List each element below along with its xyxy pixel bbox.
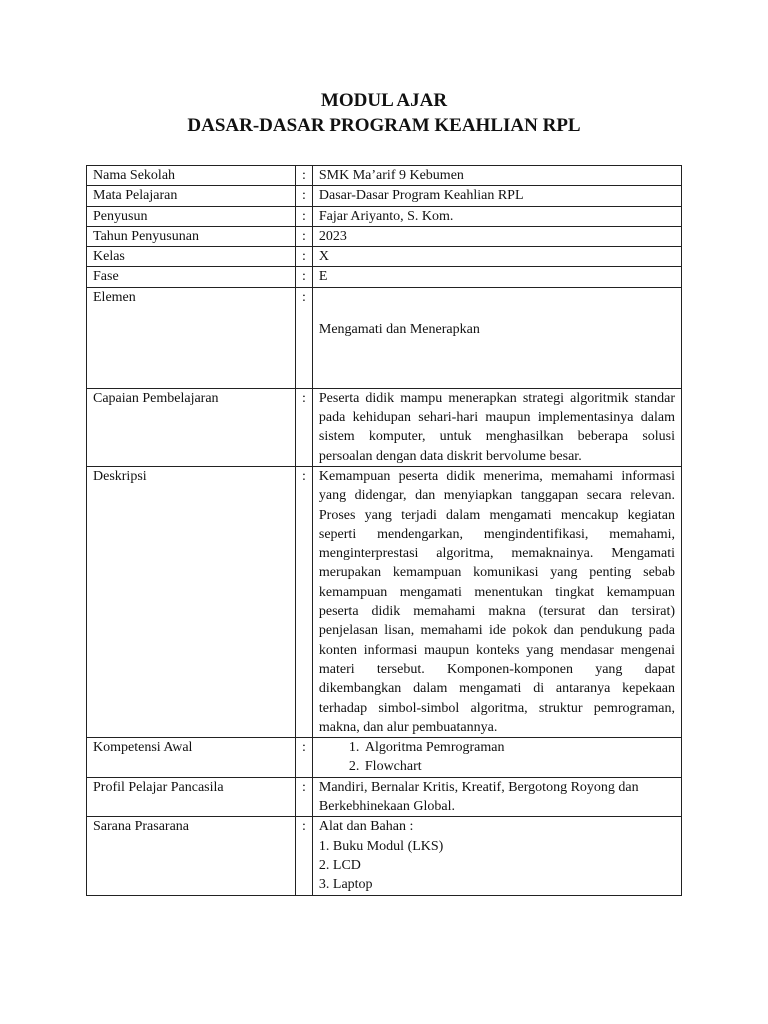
- colon-separator: :: [296, 267, 313, 287]
- list-item: 3. Laptop: [318, 877, 373, 893]
- table-row: [87, 388, 682, 466]
- value-kelas: X: [312, 247, 681, 267]
- value-deskripsi: Kemampuan peserta didik menerima, memahami informasi yang didengar, dan menyiapkan tanggapan secara relevan. Proses yang terjadi dalam mengamati mencakup kegiatan seperti mendengarkan, mengindentifikasi, memahami, menginterprestasi algoritma, memaknainya. Mengamati merupakan kemampuan komunikasi yang penting sebab kemampuan mengamati menentukan tingkat kemampuan peserta didik memahami makna (tersurat dan tersirat) penjelasan lisan, memahami ide pokok dan pendukung pada konten informasi maupun konteks yang mendasar mengenai materi tersebut. Komponen-komponen yang dapat dikembangkan dalam mengamati di antaranya kepekaan terhadap simbol-simbol algoritma, struktur pemrograman, makna, dan alur pembuatannya.: [312, 466, 681, 737]
- label-nama-sekolah: Nama Sekolah: [87, 166, 296, 186]
- table-row: [87, 466, 682, 737]
- label-fase: Fase: [87, 267, 296, 287]
- label-sarana-prasarana: Sarana Prasarana: [87, 817, 296, 895]
- label-capaian-pembelajaran: Capaian Pembelajaran: [87, 388, 296, 466]
- table-row: [87, 226, 682, 246]
- label-profil-pelajar: Profil Pelajar Pancasila: [87, 777, 296, 817]
- label-tahun-penyusunan: Tahun Penyusunan: [87, 226, 296, 246]
- colon-separator: :: [296, 287, 313, 388]
- list-item: 1. Algoritma Pemrograman: [363, 738, 675, 757]
- colon-separator: :: [296, 206, 313, 226]
- table-row: [87, 166, 682, 186]
- table-row: [87, 206, 682, 226]
- module-info-table: [86, 165, 682, 896]
- list-item: 1. Buku Modul (LKS): [318, 838, 444, 854]
- colon-separator: :: [296, 817, 313, 895]
- value-kompetensi-awal: [312, 738, 681, 778]
- value-capaian-pembelajaran: Peserta didik mampu menerapkan strategi algoritmik standar pada kehidupan sehari-hari maupun implementasinya dalam sistem komputer, untuk menghasilkan beberapa solusi persoalan dengan data diskrit bervolume besar.: [312, 388, 681, 466]
- table-row: [87, 777, 682, 817]
- value-elemen: Mengamati dan Menerapkan: [318, 321, 480, 337]
- colon-separator: :: [296, 777, 313, 817]
- table-row: [87, 267, 682, 287]
- value-elemen-cell: [312, 287, 681, 388]
- kompetensi-list: [319, 738, 675, 777]
- value-profil-pelajar: Mandiri, Bernalar Kritis, Kreatif, Bergotong Royong dan Berkebhinekaan Global.: [312, 777, 681, 817]
- list-item: 2. LCD: [318, 857, 361, 873]
- label-deskripsi: Deskripsi: [87, 466, 296, 737]
- table-row: [87, 817, 682, 895]
- title-line-1: MODUL AJAR: [320, 90, 448, 111]
- table-row: [87, 186, 682, 206]
- value-sarana-prasarana: [312, 817, 681, 895]
- document-title: [0, 88, 768, 138]
- label-kelas: Kelas: [87, 247, 296, 267]
- colon-separator: :: [296, 738, 313, 778]
- colon-separator: :: [296, 186, 313, 206]
- sarana-heading: Alat dan Bahan :: [318, 819, 414, 835]
- list-item: 2. Flowchart: [363, 757, 675, 776]
- value-penyusun: Fajar Ariyanto, S. Kom.: [312, 206, 681, 226]
- colon-separator: :: [296, 247, 313, 267]
- value-mata-pelajaran: Dasar-Dasar Program Keahlian RPL: [312, 186, 681, 206]
- colon-separator: :: [296, 466, 313, 737]
- colon-separator: :: [296, 166, 313, 186]
- label-elemen: Elemen: [87, 287, 296, 388]
- label-penyusun: Penyusun: [87, 206, 296, 226]
- title-line-2: DASAR-DASAR PROGRAM KEAHLIAN RPL: [187, 115, 581, 136]
- table-row: [87, 738, 682, 778]
- colon-separator: :: [296, 226, 313, 246]
- colon-separator: :: [296, 388, 313, 466]
- value-fase: E: [312, 267, 681, 287]
- value-nama-sekolah: SMK Ma’arif 9 Kebumen: [312, 166, 681, 186]
- label-kompetensi-awal: Kompetensi Awal: [87, 738, 296, 778]
- value-tahun-penyusunan: 2023: [312, 226, 681, 246]
- label-mata-pelajaran: Mata Pelajaran: [87, 186, 296, 206]
- table-row: [87, 287, 682, 388]
- table-row: [87, 247, 682, 267]
